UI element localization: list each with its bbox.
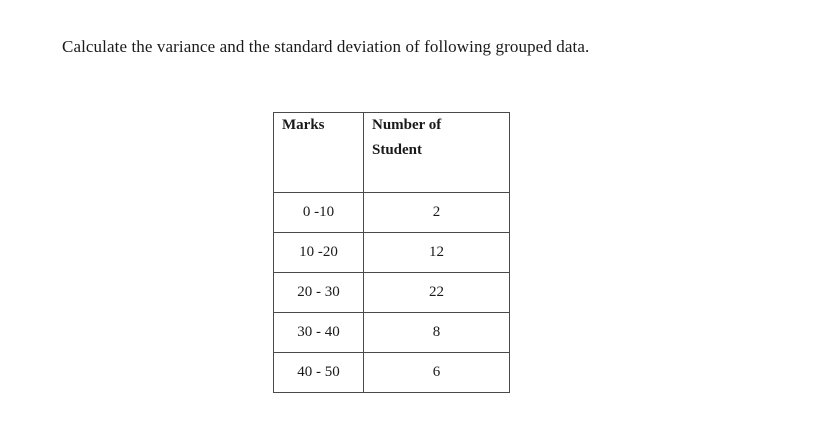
question-text: Calculate the variance and the standard deviation of following grouped data.: [62, 37, 590, 56]
table-row: [274, 193, 510, 233]
cell-marks: 40 - 50: [274, 353, 364, 393]
cell-marks: 10 -20: [274, 233, 364, 273]
cell-students: 8: [364, 313, 510, 353]
cell-students: 12: [364, 233, 510, 273]
header-students-line1: Number of: [372, 117, 442, 133]
grouped-data-table: [273, 112, 510, 393]
cell-students: 6: [364, 353, 510, 393]
header-students-line2: Student: [372, 142, 423, 158]
table-row: [274, 353, 510, 393]
table-header-row: [274, 113, 510, 193]
cell-students: 22: [364, 273, 510, 313]
cell-marks: 30 - 40: [274, 313, 364, 353]
table-row: [274, 273, 510, 313]
cell-students: 2: [364, 193, 510, 233]
table-row: [274, 313, 510, 353]
cell-marks: 0 -10: [274, 193, 364, 233]
cell-marks: 20 - 30: [274, 273, 364, 313]
header-number-of-students: [364, 113, 510, 193]
table-row: [274, 233, 510, 273]
header-marks-label: Marks: [282, 117, 325, 133]
header-marks: [274, 113, 364, 193]
